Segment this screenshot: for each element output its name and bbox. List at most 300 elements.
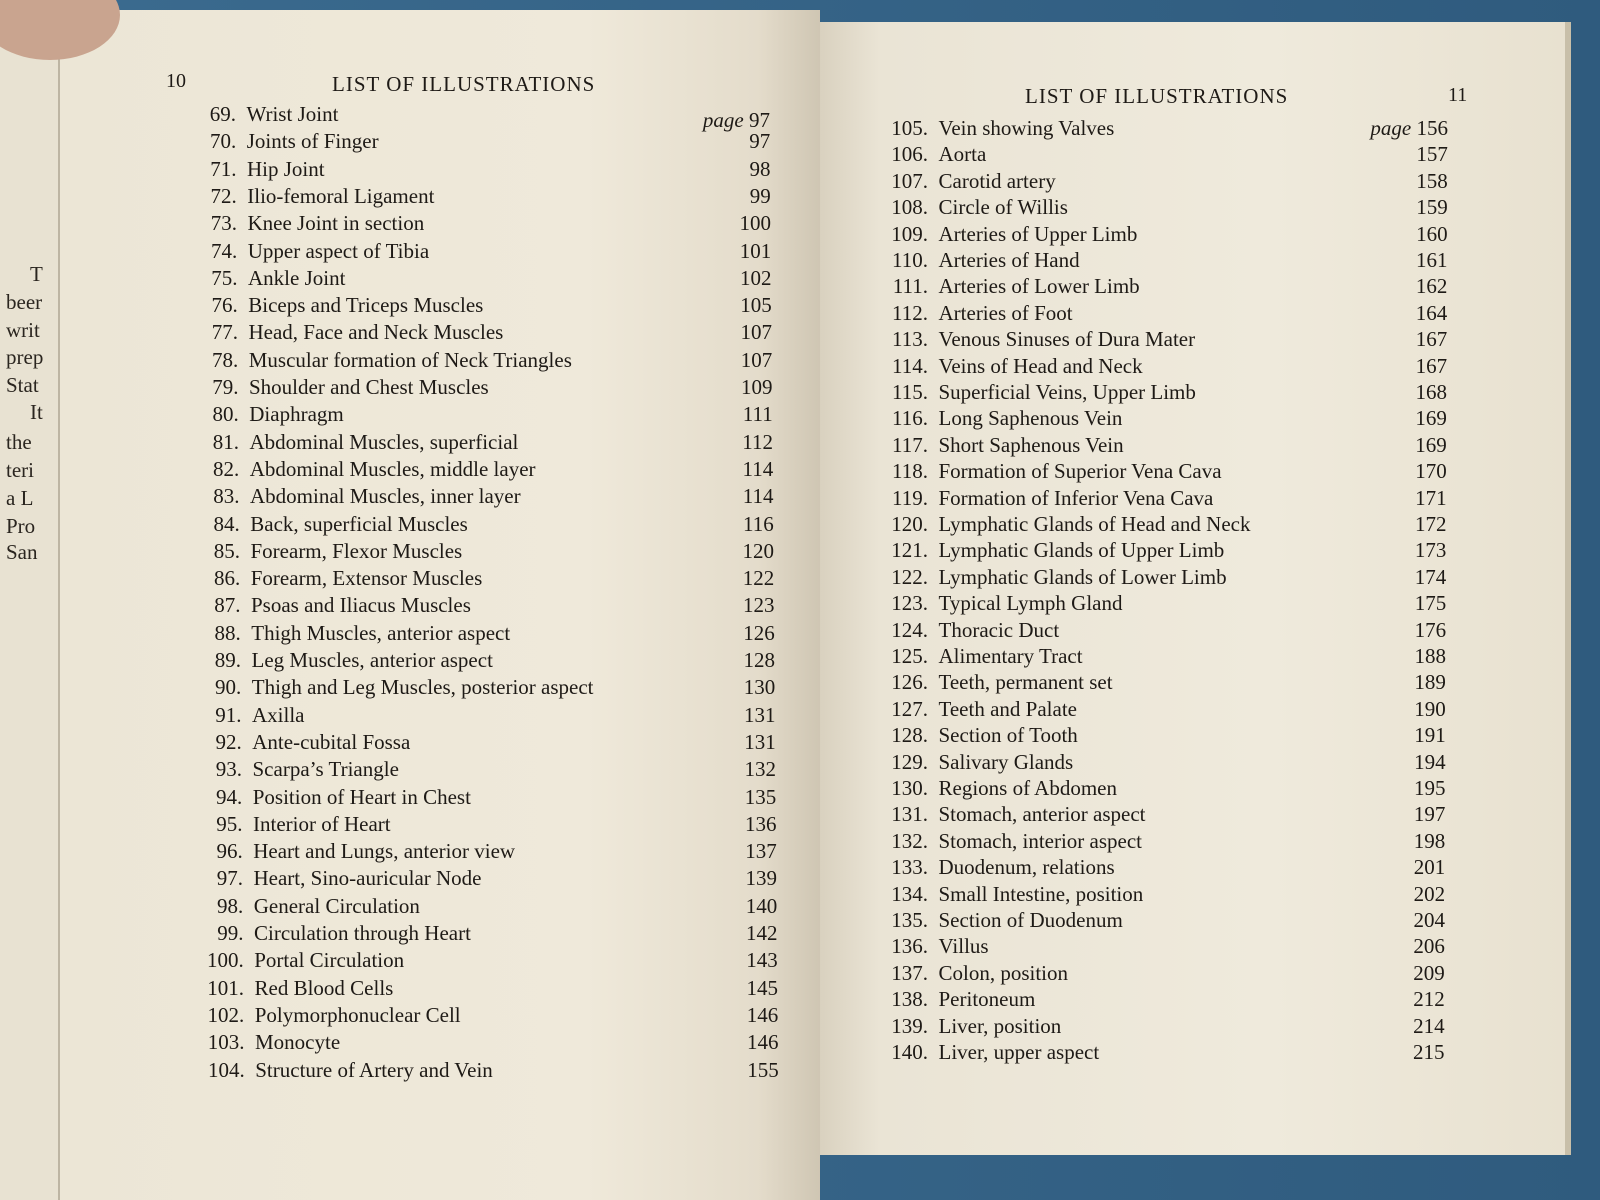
page-number-value: 160 bbox=[1416, 221, 1448, 246]
illustration-page bbox=[703, 457, 773, 482]
illustration-number: 135. bbox=[891, 908, 928, 932]
flap-text-fragment: writ bbox=[6, 318, 40, 342]
illustration-number: 73. bbox=[210, 211, 237, 236]
page-number-value: 175 bbox=[1414, 591, 1447, 616]
page-number-value: 198 bbox=[1413, 828, 1446, 853]
list-item bbox=[866, 802, 1146, 827]
list-item bbox=[181, 211, 424, 236]
list-item bbox=[866, 723, 1078, 748]
illustration-number: 106. bbox=[891, 142, 928, 167]
list-item bbox=[180, 102, 338, 127]
illustration-page bbox=[706, 785, 776, 810]
illustration-title: Head, Face and Neck Muscles bbox=[248, 320, 504, 345]
list-item bbox=[182, 320, 503, 345]
illustration-page bbox=[1376, 618, 1446, 643]
list-item bbox=[188, 1003, 460, 1028]
illustration-title: Villus bbox=[938, 934, 989, 959]
illustration-title: Vein showing Valves bbox=[938, 116, 1115, 140]
list-item bbox=[866, 644, 1083, 669]
illustration-page bbox=[702, 348, 772, 373]
illustration-title: Arteries of Hand bbox=[938, 248, 1080, 272]
illustration-page bbox=[1377, 459, 1447, 484]
illustration-title: Long Saphenous Vein bbox=[938, 406, 1123, 431]
illustration-page bbox=[705, 648, 775, 673]
list-item bbox=[866, 301, 1073, 326]
illustration-number: 90. bbox=[215, 675, 242, 700]
page-number-value: 168 bbox=[1415, 380, 1447, 404]
illustration-number: 116. bbox=[892, 406, 928, 431]
illustration-page bbox=[708, 948, 778, 973]
illustration-title: Formation of Superior Vena Cava bbox=[938, 459, 1222, 484]
illustration-number: 70. bbox=[210, 129, 237, 154]
illustration-title: Lymphatic Glands of Head and Neck bbox=[938, 512, 1251, 536]
page-number-value: 97 bbox=[749, 129, 771, 154]
page-label: page bbox=[1370, 116, 1412, 140]
illustration-page bbox=[1377, 512, 1447, 537]
page-number-value: 201 bbox=[1413, 855, 1446, 880]
illustration-number: 87. bbox=[214, 593, 241, 618]
illustration-title: Forearm, Extensor Muscles bbox=[250, 566, 483, 591]
illustration-page bbox=[706, 703, 776, 728]
page-number-value: 212 bbox=[1413, 987, 1445, 1012]
illustration-page bbox=[1375, 1014, 1445, 1039]
illustration-number: 124. bbox=[891, 617, 928, 642]
page-number-value: 176 bbox=[1414, 617, 1447, 642]
illustration-page bbox=[1378, 222, 1448, 247]
illustration-number: 96. bbox=[216, 839, 243, 864]
list-item bbox=[181, 157, 325, 182]
illustration-title: Thigh Muscles, anterior aspect bbox=[251, 620, 511, 645]
illustration-number: 98. bbox=[217, 893, 244, 918]
illustration-number: 137. bbox=[891, 960, 928, 985]
underlying-page-edge bbox=[0, 40, 60, 1200]
illustration-number: 79. bbox=[212, 375, 239, 399]
list-item bbox=[866, 697, 1077, 722]
illustration-page bbox=[1318, 116, 1448, 141]
illustration-page bbox=[701, 157, 771, 182]
illustration-title: Teeth, permanent set bbox=[938, 670, 1113, 695]
page-number-value: 100 bbox=[739, 211, 771, 236]
illustration-number: 102. bbox=[207, 1002, 245, 1027]
page-number-value: 140 bbox=[745, 893, 778, 918]
illustration-title: Superficial Veins, Upper Limb bbox=[938, 380, 1196, 404]
illustration-number: 132. bbox=[891, 828, 928, 853]
illustration-page bbox=[1377, 380, 1447, 405]
list-item bbox=[182, 348, 572, 373]
illustration-number: 101. bbox=[207, 975, 244, 1000]
illustration-title: Alimentary Tract bbox=[938, 644, 1083, 668]
illustration-title: Monocyte bbox=[255, 1030, 341, 1055]
illustration-title: Position of Heart in Chest bbox=[252, 784, 471, 809]
illustration-page bbox=[708, 1003, 778, 1028]
page-number-value: 164 bbox=[1415, 300, 1448, 325]
illustration-title: Back, superficial Muscles bbox=[250, 511, 468, 536]
illustration-title: Biceps and Triceps Muscles bbox=[248, 293, 484, 318]
illustration-title: Leg Muscles, anterior aspect bbox=[251, 648, 493, 672]
illustration-title: Heart, Sino-auricular Node bbox=[253, 866, 482, 891]
list-item bbox=[184, 566, 482, 591]
illustration-number: 128. bbox=[891, 723, 928, 748]
flap-text-fragment: Stat bbox=[6, 373, 39, 397]
list-item bbox=[866, 459, 1222, 484]
flap-text-fragment: Pro bbox=[6, 514, 36, 538]
illustration-page bbox=[1378, 248, 1448, 273]
illustration-page bbox=[707, 894, 777, 919]
list-item bbox=[866, 354, 1143, 379]
illustration-number: 85. bbox=[213, 538, 240, 563]
illustration-title: Muscular formation of Neck Triangles bbox=[248, 347, 572, 372]
illustration-page bbox=[707, 839, 777, 864]
illustration-number: 80. bbox=[212, 402, 239, 427]
list-item bbox=[866, 274, 1140, 299]
illustration-number: 138. bbox=[891, 987, 928, 1012]
page-number-value: 145 bbox=[746, 975, 778, 1000]
illustration-title: Ante-cubital Fossa bbox=[252, 729, 411, 754]
illustration-title: Duodenum, relations bbox=[938, 855, 1115, 880]
list-item bbox=[182, 293, 484, 318]
page-number-value: 202 bbox=[1413, 881, 1446, 906]
illustration-title: Small Intestine, position bbox=[938, 881, 1144, 906]
page-number-value: 143 bbox=[746, 948, 778, 973]
illustration-title: Lymphatic Glands of Lower Limb bbox=[938, 564, 1227, 589]
illustration-title: Forearm, Flexor Muscles bbox=[250, 538, 463, 563]
illustration-number: 129. bbox=[891, 749, 928, 774]
list-item bbox=[185, 621, 510, 646]
page-number-value: 146 bbox=[747, 1030, 779, 1055]
page-number-value: 157 bbox=[1416, 142, 1448, 167]
list-item bbox=[188, 976, 393, 1001]
illustration-title: Arteries of Foot bbox=[938, 300, 1073, 325]
illustration-page bbox=[1376, 750, 1446, 775]
list-item bbox=[183, 375, 489, 400]
illustration-page bbox=[701, 239, 771, 264]
illustration-number: 105. bbox=[891, 116, 928, 140]
illustration-page bbox=[1375, 987, 1445, 1012]
illustration-title: Liver, upper aspect bbox=[938, 1040, 1100, 1064]
page-number-value: 122 bbox=[742, 566, 775, 591]
illustration-page bbox=[702, 293, 772, 318]
illustration-number: 125. bbox=[891, 644, 928, 668]
page-number-value: 172 bbox=[1415, 512, 1447, 536]
list-item bbox=[183, 457, 535, 482]
list-item bbox=[185, 593, 471, 618]
list-item bbox=[866, 538, 1224, 563]
illustration-page bbox=[1375, 1040, 1445, 1065]
page-number-value: 191 bbox=[1414, 723, 1446, 748]
illustration-page bbox=[1375, 855, 1445, 880]
page-number-value: 120 bbox=[742, 538, 774, 563]
illustration-title: Regions of Abdomen bbox=[938, 776, 1117, 800]
page-number-value: 102 bbox=[740, 265, 772, 290]
illustration-number: 88. bbox=[214, 620, 241, 645]
illustration-page bbox=[1376, 670, 1446, 695]
illustration-number: 77. bbox=[211, 320, 238, 345]
illustration-title: Structure of Artery and Vein bbox=[255, 1057, 493, 1082]
illustration-number: 114. bbox=[892, 353, 928, 378]
list-item bbox=[866, 327, 1195, 352]
page-number-value: 126 bbox=[743, 620, 775, 645]
page-number-value: 114 bbox=[742, 484, 774, 509]
illustration-title: Ilio-femoral Ligament bbox=[247, 183, 435, 208]
illustration-number: 136. bbox=[891, 934, 928, 959]
illustration-page bbox=[1377, 433, 1447, 458]
left-page-number: 10 bbox=[166, 70, 186, 92]
illustration-title: Abdominal Muscles, middle layer bbox=[249, 456, 536, 481]
page-number-value: 111 bbox=[742, 402, 773, 427]
illustration-number: 126. bbox=[891, 670, 928, 695]
list-item bbox=[866, 670, 1113, 695]
illustration-page bbox=[705, 675, 775, 700]
page-number-value: 136 bbox=[745, 811, 777, 836]
page-number-value: 171 bbox=[1415, 485, 1447, 510]
page-number-value: 107 bbox=[740, 347, 773, 372]
page-number-value: 173 bbox=[1414, 538, 1447, 563]
page-number-value: 188 bbox=[1414, 644, 1446, 668]
illustration-page bbox=[1375, 882, 1445, 907]
illustration-number: 104. bbox=[208, 1057, 245, 1082]
illustration-title: Liver, position bbox=[938, 1013, 1062, 1038]
list-item bbox=[866, 882, 1143, 907]
illustration-title: Aorta bbox=[938, 142, 987, 167]
illustration-title: Ankle Joint bbox=[248, 265, 346, 290]
list-item bbox=[866, 934, 989, 959]
illustration-page bbox=[1376, 644, 1446, 669]
list-item bbox=[185, 648, 493, 673]
list-item bbox=[866, 750, 1073, 775]
illustration-page bbox=[1375, 961, 1445, 986]
list-item bbox=[187, 894, 420, 919]
page-number-value: 97 bbox=[749, 108, 770, 132]
illustration-number: 95. bbox=[216, 811, 243, 836]
list-item bbox=[183, 402, 344, 427]
illustration-number: 117. bbox=[892, 432, 928, 457]
illustration-number: 130. bbox=[891, 776, 928, 800]
illustration-number: 86. bbox=[214, 566, 241, 591]
illustration-page bbox=[1378, 195, 1448, 220]
illustration-title: Veins of Head and Neck bbox=[938, 353, 1143, 378]
page-number-value: 139 bbox=[745, 866, 777, 891]
illustration-title: Peritoneum bbox=[938, 987, 1036, 1012]
illustration-title: Portal Circulation bbox=[254, 948, 405, 973]
page-number-value: 114 bbox=[742, 456, 774, 481]
illustration-page bbox=[706, 757, 776, 782]
page-number-value: 215 bbox=[1413, 1040, 1445, 1064]
list-item bbox=[188, 948, 404, 973]
page-number-value: 116 bbox=[743, 511, 774, 536]
illustration-number: 76. bbox=[211, 293, 238, 318]
illustration-number: 115. bbox=[892, 380, 928, 404]
illustration-title: Abdominal Muscles, inner layer bbox=[250, 484, 521, 509]
illustration-page bbox=[705, 593, 775, 618]
illustration-page bbox=[702, 266, 772, 291]
illustration-page bbox=[1377, 274, 1447, 299]
page-number-value: 146 bbox=[746, 1002, 779, 1027]
page-number-value: 190 bbox=[1414, 696, 1446, 721]
page-label: page bbox=[702, 108, 744, 132]
page-number-value: 135 bbox=[744, 784, 777, 809]
illustration-page bbox=[700, 129, 770, 154]
illustration-title: Colon, position bbox=[938, 960, 1069, 985]
list-item bbox=[866, 618, 1059, 643]
list-item bbox=[184, 512, 468, 537]
illustration-page bbox=[705, 621, 775, 646]
illustration-number: 122. bbox=[891, 564, 928, 589]
list-item bbox=[866, 512, 1251, 537]
page-number-value: 137 bbox=[745, 839, 777, 864]
list-item bbox=[184, 484, 521, 509]
list-item bbox=[866, 433, 1124, 458]
list-item bbox=[866, 248, 1080, 273]
page-number-value: 162 bbox=[1415, 274, 1448, 299]
page-number-value: 194 bbox=[1414, 749, 1446, 774]
illustration-title: Stomach, interior aspect bbox=[938, 828, 1143, 853]
list-item bbox=[866, 1014, 1061, 1039]
list-item bbox=[186, 757, 399, 782]
illustration-title: Abdominal Muscles, superficial bbox=[249, 429, 519, 454]
list-item bbox=[866, 486, 1213, 511]
illustration-number: 74. bbox=[211, 238, 238, 263]
illustration-number: 78. bbox=[212, 347, 239, 372]
list-item bbox=[187, 812, 391, 837]
page-number-value: 214 bbox=[1413, 1013, 1445, 1038]
illustration-number: 84. bbox=[213, 511, 240, 536]
illustration-title: Heart and Lungs, anterior view bbox=[253, 839, 516, 864]
illustration-number: 140. bbox=[891, 1040, 928, 1064]
flap-text-fragment: San bbox=[6, 540, 38, 564]
illustration-number: 110. bbox=[892, 248, 928, 272]
page-number-value: 112 bbox=[742, 429, 773, 454]
illustration-title: Venous Sinuses of Dura Mater bbox=[938, 327, 1196, 352]
illustration-page bbox=[701, 184, 771, 209]
illustration-page bbox=[704, 539, 774, 564]
illustration-number: 81. bbox=[212, 429, 239, 454]
list-item bbox=[866, 142, 986, 167]
illustration-number: 119. bbox=[892, 485, 928, 510]
illustration-number: 72. bbox=[210, 183, 237, 208]
list-item bbox=[185, 675, 593, 700]
illustration-title: Wrist Joint bbox=[246, 102, 339, 126]
flap-text-fragment: teri bbox=[6, 458, 34, 482]
list-item bbox=[186, 703, 305, 728]
illustration-number: 134. bbox=[891, 881, 928, 906]
illustration-number: 91. bbox=[215, 702, 242, 727]
illustration-page bbox=[1377, 301, 1447, 326]
illustration-title: Red Blood Cells bbox=[254, 975, 394, 1000]
list-item bbox=[183, 430, 518, 455]
list-item bbox=[866, 380, 1196, 405]
illustration-title: Hip Joint bbox=[247, 156, 325, 181]
illustration-number: 103. bbox=[207, 1030, 245, 1055]
right-page-number: 11 bbox=[1448, 84, 1468, 106]
illustration-title: Lymphatic Glands of Upper Limb bbox=[938, 538, 1225, 563]
list-item bbox=[866, 1040, 1099, 1065]
illustration-title: Thigh and Leg Muscles, posterior aspect bbox=[251, 675, 594, 700]
illustration-page bbox=[704, 484, 774, 509]
list-item bbox=[188, 921, 471, 946]
list-item bbox=[866, 855, 1115, 880]
page-number-value: 101 bbox=[739, 238, 772, 263]
illustration-page bbox=[1377, 486, 1447, 511]
list-item bbox=[187, 839, 515, 864]
illustration-title: Circulation through Heart bbox=[254, 921, 471, 945]
list-item bbox=[866, 195, 1068, 220]
list-item bbox=[181, 239, 429, 264]
illustration-title: Thoracic Duct bbox=[938, 617, 1060, 642]
page-number-value: 159 bbox=[1416, 195, 1448, 220]
list-item bbox=[180, 129, 378, 154]
illustration-number: 94. bbox=[216, 784, 243, 809]
illustration-number: 100. bbox=[207, 948, 244, 973]
illustration-number: 69. bbox=[209, 102, 236, 126]
illustration-number: 83. bbox=[213, 484, 240, 509]
page-number-value: 155 bbox=[747, 1057, 779, 1082]
flap-text-fragment: beer bbox=[6, 290, 43, 314]
illustration-page bbox=[1378, 142, 1448, 167]
illustration-title: Joints of Finger bbox=[246, 129, 379, 154]
page-number-value: 169 bbox=[1415, 406, 1447, 431]
illustration-page bbox=[708, 976, 778, 1001]
page-number-value: 107 bbox=[740, 320, 772, 345]
illustration-title: Arteries of Upper Limb bbox=[938, 221, 1138, 246]
illustration-title: Scarpa’s Triangle bbox=[252, 757, 399, 782]
list-item bbox=[189, 1058, 493, 1083]
list-item bbox=[866, 565, 1227, 590]
illustration-number: 93. bbox=[215, 757, 242, 782]
list-item bbox=[866, 829, 1142, 854]
illustration-title: Knee Joint in section bbox=[247, 211, 425, 236]
page-number-value: 156 bbox=[1416, 116, 1448, 140]
page-number-value: 99 bbox=[749, 183, 771, 208]
list-item bbox=[182, 266, 346, 291]
list-item bbox=[186, 730, 411, 755]
illustration-title: Diaphragm bbox=[249, 402, 344, 427]
illustration-number: 112. bbox=[892, 300, 928, 325]
illustration-page bbox=[706, 730, 776, 755]
page-number-value: 204 bbox=[1413, 908, 1445, 932]
illustration-number: 118. bbox=[892, 459, 928, 484]
illustration-number: 107. bbox=[891, 168, 928, 193]
illustration-page bbox=[1378, 169, 1448, 194]
list-item bbox=[184, 539, 462, 564]
illustration-page bbox=[709, 1030, 779, 1055]
illustration-title: Salivary Glands bbox=[938, 749, 1074, 774]
illustration-page bbox=[1376, 697, 1446, 722]
page-number-value: 132 bbox=[744, 757, 776, 782]
illustration-title: Circle of Willis bbox=[938, 195, 1068, 220]
page-number-value: 123 bbox=[743, 593, 775, 618]
list-item bbox=[866, 222, 1137, 247]
illustration-number: 71. bbox=[210, 156, 237, 181]
illustration-page bbox=[1377, 354, 1447, 379]
illustration-page bbox=[704, 512, 774, 537]
illustration-page bbox=[1377, 406, 1447, 431]
illustration-page bbox=[1375, 829, 1445, 854]
page-number-value: 158 bbox=[1416, 168, 1448, 193]
illustration-page bbox=[703, 375, 773, 400]
illustration-page bbox=[701, 211, 771, 236]
list-item bbox=[866, 908, 1123, 933]
illustration-title: Section of Tooth bbox=[938, 723, 1078, 748]
illustration-number: 139. bbox=[891, 1013, 928, 1038]
illustration-number: 89. bbox=[214, 648, 241, 672]
illustration-number: 109. bbox=[891, 221, 928, 246]
page-number-value: 109 bbox=[741, 375, 773, 399]
list-item bbox=[866, 987, 1035, 1012]
illustration-title: Upper aspect of Tibia bbox=[247, 238, 430, 263]
page-number-value: 161 bbox=[1416, 248, 1448, 272]
illustration-number: 75. bbox=[211, 265, 238, 290]
illustration-number: 127. bbox=[891, 696, 928, 721]
